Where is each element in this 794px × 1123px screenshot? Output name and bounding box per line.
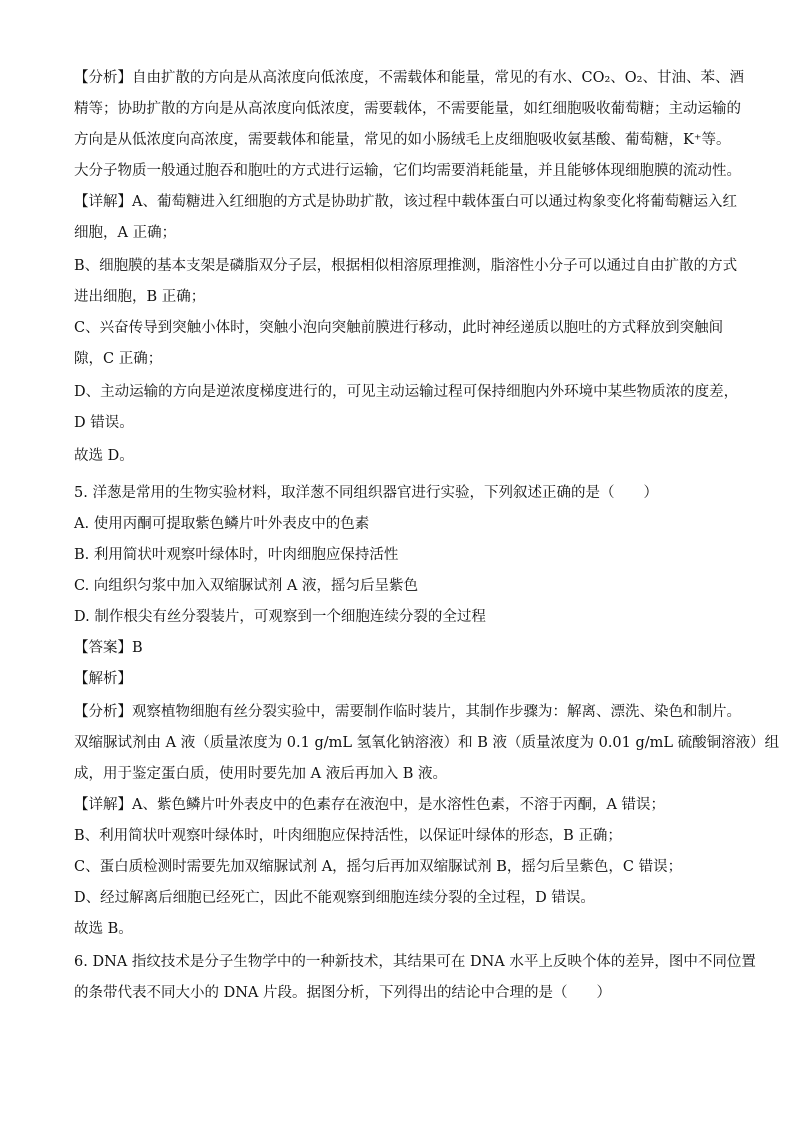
answer-choice-4: 故选 D。 — [74, 448, 134, 464]
analysis-line-4: 大分子物质一般通过胞吞和胞吐的方式进行运输，它们均需要消耗能量，并且能够体现细胞膜的流动性。 — [74, 163, 741, 179]
q5-detail-option-b: B、利用简状叶观察叶绿体时，叶肉细胞应保持活性，以保证叶绿体的形态，B 正确； — [74, 828, 622, 844]
option-c-explanation-2: 隙，C 正确； — [74, 351, 163, 367]
question-5-option-b: B. 利用简状叶观察叶绿体时，叶肉细胞应保持活性 — [74, 547, 399, 563]
detail-line-1: 【详解】A、葡萄糖进入红细胞的方式是协助扩散，该过程中载体蛋白可以通过构象变化将葡萄糖运入红 — [74, 194, 737, 210]
option-c-explanation-1: C、兴奋传导到突触小体时，突触小泡向突触前膜进行移动，此时神经递质以胞吐的方式释放到突触间 — [74, 320, 724, 336]
analysis-line-2: 精等；协助扩散的方向是从高浓度向低浓度，需要载体，不需要能量，如红细胞吸收葡萄糖；主动运输的 — [74, 101, 741, 117]
q5-analysis-line-1: 【分析】观察植物细胞有丝分裂实验中，需要制作临时装片，其制作步骤为：解离、漂洗、染色和制片。 — [74, 704, 741, 720]
analysis-line-3: 方向是从低浓度向高浓度，需要载体和能量，常见的如小肠绒毛上皮细胞吸收氨基酸、葡萄糖，K⁺等。 — [74, 132, 731, 148]
option-d-explanation-1: D、主动运输的方向是逆浓度梯度进行的，可见主动运输过程可保持细胞内外环境中某些物质浓的度差， — [74, 384, 739, 400]
solution-label: 【解析】 — [74, 671, 132, 687]
question-6-stem-1: 6. DNA 指纹技术是分子生物学中的一种新技术，其结果可在 DNA 水平上反映个体的差异，图中不同位置 — [74, 954, 756, 970]
q5-detail-option-a: 【详解】A、紫色鳞片叶外表皮中的色素存在液泡中，是水溶性色素，不溶于丙酮，A 错误； — [74, 797, 666, 813]
question-6-stem-2: 的条带代表不同大小的 DNA 片段。据图分析，下列得出的结论中合理的是（ ） — [74, 985, 611, 1001]
question-5-option-d: D. 制作根尖有丝分裂装片，可观察到一个细胞连续分裂的全过程 — [74, 609, 486, 625]
question-5-option-c: C. 向组织匀浆中加入双缩脲试剂 A 液，摇匀后呈紫色 — [74, 578, 418, 594]
q5-detail-option-d: D、经过解离后细胞已经死亡，因此不能观察到细胞连续分裂的全过程，D 错误。 — [74, 890, 595, 906]
option-d-explanation-2: D 错误。 — [74, 415, 134, 431]
q5-detail-option-c: C、蛋白质检测时需要先加双缩脲试剂 A，摇匀后再加双缩脲试剂 B，摇匀后呈紫色，C 错误； — [74, 859, 683, 875]
detail-line-2: 细胞，A 正确； — [74, 225, 177, 241]
option-b-explanation-2: 进出细胞，B 正确； — [74, 289, 206, 305]
question-5-option-a: A. 使用丙酮可提取紫色鳞片叶外表皮中的色素 — [74, 516, 370, 532]
q5-analysis-line-2: 双缩脲试剂由 A 液（质量浓度为 0.1 g/mL 氢氧化钠溶液）和 B 液（质量浓度为 0.01 g/mL 硫酸铜溶液）组 — [74, 735, 780, 751]
answer-label: 【答案】B — [74, 640, 143, 656]
option-b-explanation-1: B、细胞膜的基本支架是磷脂双分子层，根据相似相溶原理推测，脂溶性小分子可以通过自由扩散的方式 — [74, 258, 738, 274]
q5-final-answer: 故选 B。 — [74, 921, 133, 937]
q5-analysis-line-3: 成，用于鉴定蛋白质，使用时要先加 A 液后再加入 B 液。 — [74, 766, 448, 782]
analysis-line-1: 【分析】自由扩散的方向是从高浓度向低浓度，不需载体和能量，常见的有水、CO₂、O₂、甘油、苯、酒 — [74, 70, 744, 86]
question-5-stem: 5. 洋葱是常用的生物实验材料，取洋葱不同组织器官进行实验，下列叙述正确的是（ ） — [74, 485, 658, 501]
